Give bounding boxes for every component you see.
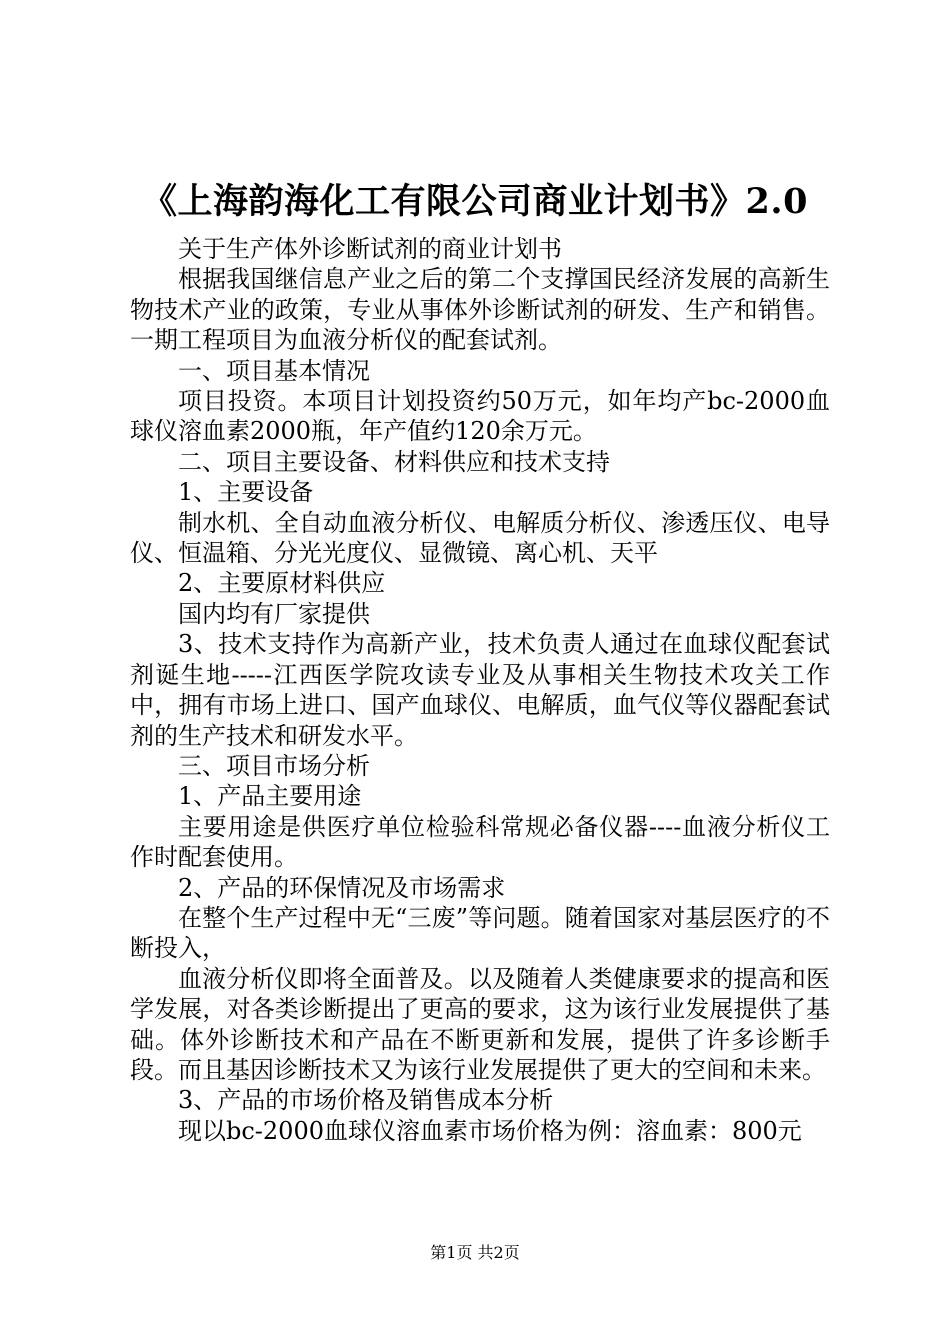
paragraph-intro: 根据我国继信息产业之后的第二个支撑国民经济发展的高新生物技术产业的政策，专业从事体外诊断试剂的研发、生产和销售。一期工程项目为血液分析仪的配套试剂。 <box>130 265 830 355</box>
paragraph-materials: 国内均有厂家提供 <box>178 599 370 628</box>
paragraph-investment: 项目投资。本项目计划投资约50万元，如年均产bc-2000血球仪溶血素2000瓶，年产值约120余万元。 <box>130 387 830 446</box>
section-heading-1: 一、项目基本情况 <box>178 356 370 385</box>
page-footer: 第1页 共2页 <box>430 1243 520 1262</box>
document-title: 《上海韵海化工有限公司商业计划书》2.0 <box>142 181 808 222</box>
paragraph-equipment: 制水机、全自动血液分析仪、电解质分析仪、渗透压仪、电导仪、恒温箱、分光光度仪、显微镜、离心机、天平 <box>130 508 830 568</box>
document-body <box>130 234 830 1146</box>
paragraph-market-demand: 血液分析仪即将全面普及。以及随着人类健康要求的提高和医学发展，对各类诊断提出了更高的要求，这为该行业发展提供了基础。体外诊断技术和产品在不断更新和发展，提供了许多诊断手段。而且基因诊断技术又为该行业发展提供了更大的空间和未来。 <box>130 964 830 1084</box>
subheading-usage: 1、产品主要用途 <box>178 782 362 811</box>
paragraph-subtitle: 关于生产体外诊断试剂的商业计划书 <box>178 235 562 263</box>
subheading-price: 3、产品的市场价格及销售成本分析 <box>178 1086 554 1115</box>
section-heading-2: 二、项目主要设备、材料供应和技术支持 <box>178 447 610 476</box>
paragraph-price: 现以bc-2000血球仪溶血素市场价格为例：溶血素：800元 <box>178 1116 802 1145</box>
section-heading-3: 三、项目市场分析 <box>178 751 370 780</box>
subheading-equipment: 1、主要设备 <box>178 478 314 507</box>
paragraph-tech-support: 3、技术支持作为高新产业，技术负责人通过在血球仪配套试剂诞生地-----江西医学院攻读专业及从事相关生物技术攻关工作中，拥有市场上进口、国产血球仪、电解质，血气仪等仪器配套试剂的生产技术和研发水平。 <box>130 630 830 750</box>
subheading-environment: 2、产品的环保情况及市场需求 <box>178 873 506 902</box>
subheading-materials: 2、主要原材料供应 <box>178 569 386 598</box>
paragraph-usage: 主要用途是供医疗单位检验科常规必备仪器----血液分析仪工作时配套使用。 <box>130 812 830 872</box>
paragraph-environment: 在整个生产过程中无“三废”等问题。随着国家对基层医疗的不断投入， <box>130 903 830 963</box>
